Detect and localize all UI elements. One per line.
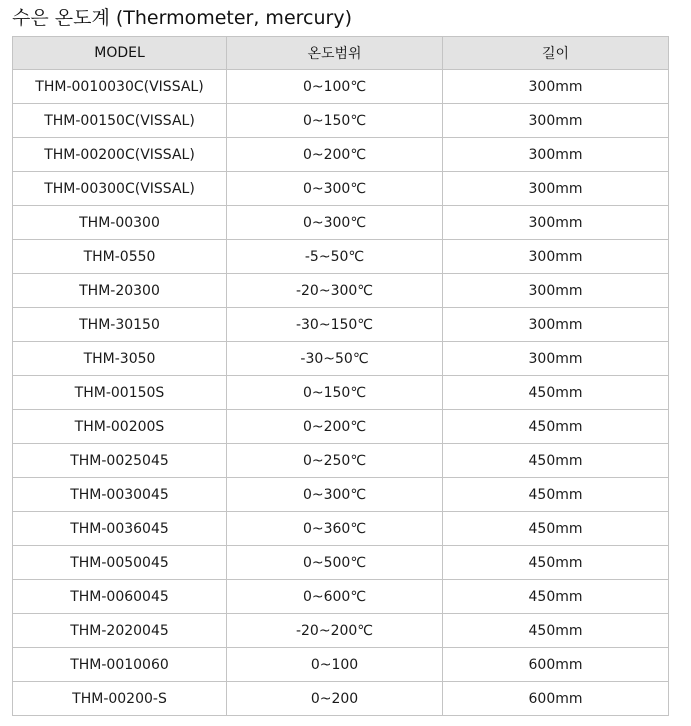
cell-temperature-range: -30~50℃ xyxy=(227,342,443,376)
table-row xyxy=(13,240,669,274)
cell-temperature-range: 0~300℃ xyxy=(227,172,443,206)
cell-model: THM-0010060 xyxy=(13,648,227,682)
page-title: 수은 온도계 (Thermometer, mercury) xyxy=(12,7,352,29)
table-row xyxy=(13,580,669,614)
cell-temperature-range: -5~50℃ xyxy=(227,240,443,274)
cell-model: THM-00200-S xyxy=(13,682,227,716)
table-row xyxy=(13,512,669,546)
table-header-row xyxy=(13,37,669,70)
cell-model: THM-00150C(VISSAL) xyxy=(13,104,227,138)
cell-temperature-range: 0~150℃ xyxy=(227,104,443,138)
cell-length: 450mm xyxy=(443,444,669,478)
cell-length: 600mm xyxy=(443,682,669,716)
table-row xyxy=(13,342,669,376)
table-row xyxy=(13,274,669,308)
header-length: 길이 xyxy=(443,37,669,70)
cell-length: 600mm xyxy=(443,648,669,682)
cell-temperature-range: 0~100℃ xyxy=(227,70,443,104)
cell-model: THM-30150 xyxy=(13,308,227,342)
cell-length: 300mm xyxy=(443,274,669,308)
cell-model: THM-0036045 xyxy=(13,512,227,546)
cell-model: THM-0030045 xyxy=(13,478,227,512)
cell-temperature-range: 0~100 xyxy=(227,648,443,682)
cell-model: THM-00200C(VISSAL) xyxy=(13,138,227,172)
cell-model: THM-00150S xyxy=(13,376,227,410)
table-row xyxy=(13,682,669,716)
cell-temperature-range: 0~200℃ xyxy=(227,138,443,172)
cell-length: 300mm xyxy=(443,138,669,172)
cell-temperature-range: 0~300℃ xyxy=(227,206,443,240)
cell-temperature-range: 0~300℃ xyxy=(227,478,443,512)
table-row xyxy=(13,410,669,444)
cell-length: 450mm xyxy=(443,614,669,648)
table-row xyxy=(13,206,669,240)
cell-model: THM-00300 xyxy=(13,206,227,240)
cell-length: 450mm xyxy=(443,580,669,614)
cell-temperature-range: -20~200℃ xyxy=(227,614,443,648)
table-row xyxy=(13,70,669,104)
cell-temperature-range: 0~250℃ xyxy=(227,444,443,478)
cell-length: 300mm xyxy=(443,206,669,240)
cell-temperature-range: 0~600℃ xyxy=(227,580,443,614)
cell-model: THM-2020045 xyxy=(13,614,227,648)
table-row xyxy=(13,172,669,206)
header-temperature-range: 온도범위 xyxy=(227,37,443,70)
cell-model: THM-0025045 xyxy=(13,444,227,478)
cell-length: 450mm xyxy=(443,376,669,410)
cell-length: 300mm xyxy=(443,104,669,138)
cell-length: 300mm xyxy=(443,70,669,104)
table-body xyxy=(13,70,669,716)
cell-temperature-range: 0~500℃ xyxy=(227,546,443,580)
cell-length: 450mm xyxy=(443,546,669,580)
table-row xyxy=(13,614,669,648)
header-model: MODEL xyxy=(13,37,227,70)
table-row xyxy=(13,648,669,682)
cell-length: 300mm xyxy=(443,172,669,206)
cell-temperature-range: -30~150℃ xyxy=(227,308,443,342)
table-row xyxy=(13,308,669,342)
cell-length: 450mm xyxy=(443,410,669,444)
cell-length: 300mm xyxy=(443,308,669,342)
cell-model: THM-20300 xyxy=(13,274,227,308)
cell-model: THM-00300C(VISSAL) xyxy=(13,172,227,206)
cell-model: THM-0050045 xyxy=(13,546,227,580)
cell-length: 450mm xyxy=(443,512,669,546)
cell-length: 300mm xyxy=(443,342,669,376)
cell-temperature-range: 0~360℃ xyxy=(227,512,443,546)
cell-model: THM-00200S xyxy=(13,410,227,444)
table-row xyxy=(13,478,669,512)
table-row xyxy=(13,444,669,478)
cell-temperature-range: 0~150℃ xyxy=(227,376,443,410)
table-row xyxy=(13,546,669,580)
cell-temperature-range: -20~300℃ xyxy=(227,274,443,308)
cell-temperature-range: 0~200 xyxy=(227,682,443,716)
table-row xyxy=(13,104,669,138)
table-row xyxy=(13,376,669,410)
cell-length: 300mm xyxy=(443,240,669,274)
cell-model: THM-0060045 xyxy=(13,580,227,614)
cell-model: THM-0550 xyxy=(13,240,227,274)
spec-table xyxy=(12,36,669,716)
cell-length: 450mm xyxy=(443,478,669,512)
cell-model: THM-0010030C(VISSAL) xyxy=(13,70,227,104)
cell-model: THM-3050 xyxy=(13,342,227,376)
cell-temperature-range: 0~200℃ xyxy=(227,410,443,444)
table-row xyxy=(13,138,669,172)
